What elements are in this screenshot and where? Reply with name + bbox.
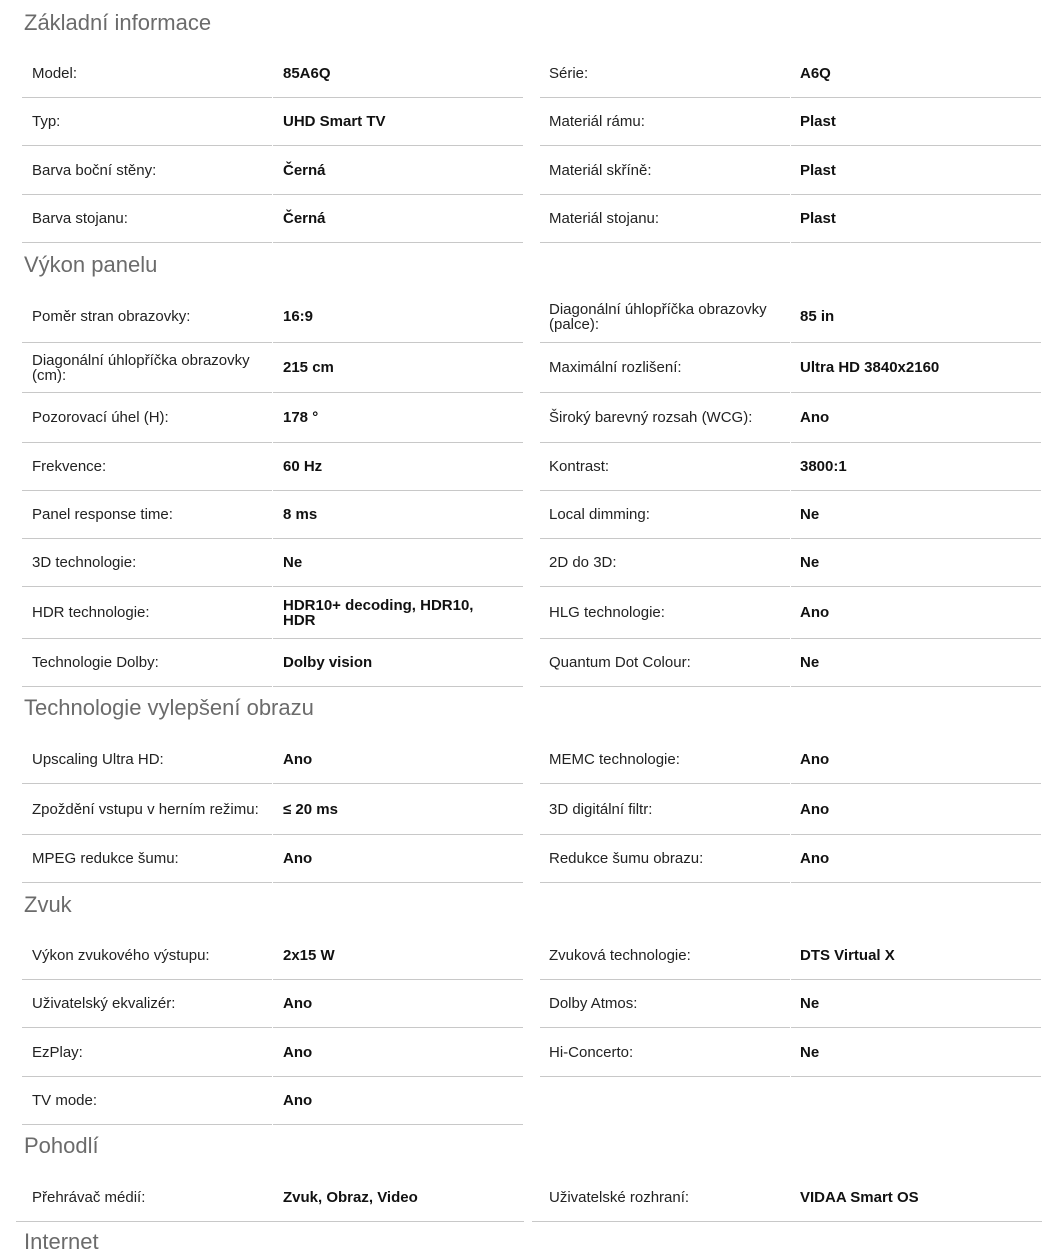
spec-label-text: TV mode: [32,1092,98,1109]
spec-label-text: Barva boční stěny: [32,162,157,179]
spec-value [791,393,1041,443]
spec-label-text: Uživatelský ekvalizér: [32,995,176,1012]
spec-row [0,587,1055,639]
spec-row [0,147,1055,195]
spec-label [540,147,790,195]
spec-row [0,932,1055,980]
spec-label-text: Uživatelské rozhraní: [549,1189,690,1206]
spec-value-text: Ne [800,1043,820,1061]
spec-value-text: Ano [283,750,313,768]
spec-value-text: Plast [800,162,836,179]
spec-value [273,980,523,1028]
spec-row [0,639,1055,687]
spec-row [0,393,1055,443]
spec-value-text: UHD Smart TV [283,113,386,130]
spec-value [791,835,1041,883]
spec-value [791,491,1041,539]
spec-label [22,835,272,883]
spec-value [273,1028,523,1077]
spec-value [791,291,1041,343]
spec-value [791,980,1041,1028]
spec-value-text: A6Q [800,65,831,82]
spec-label [22,539,272,587]
spec-label-text: MEMC technologie: [549,750,680,768]
spec-value [273,539,523,587]
spec-row [0,835,1055,883]
spec-value [273,147,523,195]
spec-value-text: Zvuk, Obraz, Video [283,1189,418,1206]
spec-label [540,50,790,98]
spec-value [273,291,523,343]
spec-value [791,343,1041,393]
spec-label-text: Materiál rámu: [549,113,645,130]
spec-row [0,491,1055,539]
spec-label-text: Technologie Dolby: [32,654,159,671]
spec-label [540,1173,790,1222]
spec-value-text: Ne [800,995,820,1012]
spec-value [273,1173,523,1222]
spec-label-text: Dolby Atmos: [549,995,638,1012]
spec-label-text: Quantum Dot Colour: [549,654,691,671]
spec-label [540,1077,790,1125]
spec-value [273,195,523,243]
spec-label [22,1077,272,1125]
spec-value [273,835,523,883]
spec-value-text: 3800:1 [800,457,847,475]
spec-value-text: 215 cm [283,359,334,376]
spec-value-text: 60 Hz [283,457,323,475]
spec-value-text: Černá [283,162,326,179]
spec-label [540,784,790,835]
spec-label [540,835,790,883]
spec-row [0,980,1055,1028]
spec-value [791,539,1041,587]
spec-value-text: DTS Virtual X [800,947,895,964]
spec-row [0,195,1055,243]
spec-label-text: HDR technologie: [32,604,150,621]
spec-value-text: Ano [283,995,313,1012]
spec-value-text: HDR10+ decoding, HDR10, HDR [283,596,474,629]
spec-value-text: Ano [283,850,313,867]
spec-label [22,491,272,539]
spec-label-text: Diagonální úhlopříčka obrazovky (palce): [549,300,767,333]
spec-value [273,50,523,98]
spec-row [0,1028,1055,1077]
spec-label [22,50,272,98]
spec-value [273,735,523,784]
spec-label [540,1028,790,1077]
spec-row [0,1077,1055,1125]
spec-label-text: 3D technologie: [32,554,137,571]
spec-label [540,539,790,587]
spec-label-text: 2D do 3D: [549,554,617,571]
spec-value [273,98,523,146]
spec-label [22,1173,272,1222]
spec-label-text: Redukce šumu obrazu: [549,850,704,867]
spec-value-text: Ano [800,850,830,867]
section-title-technologie-vylepseni-obrazu: Technologie vylepšení obrazu [24,695,314,720]
spec-value-text: 85A6Q [283,65,331,82]
spec-label [540,491,790,539]
spec-row [0,291,1055,343]
spec-label-text: Pozorovací úhel (H): [32,409,169,426]
spec-value-text: Ne [283,554,303,571]
spec-value [273,1077,523,1125]
spec-value [791,50,1041,98]
spec-label-text: Výkon zvukového výstupu: [32,947,210,964]
spec-value-text: Ano [800,800,830,818]
spec-value-text: Ano [800,750,830,768]
spec-value [791,195,1041,243]
spec-value-text: Ano [800,604,830,621]
spec-label-text: HLG technologie: [549,604,665,621]
spec-value [791,587,1041,639]
spec-label [540,587,790,639]
spec-value [791,639,1041,687]
spec-row [0,343,1055,393]
row-divider [532,1221,1042,1222]
spec-label [540,639,790,687]
spec-value-text: Ultra HD 3840x2160 [800,359,940,376]
spec-label [22,98,272,146]
spec-row [0,1173,1055,1222]
spec-label-text: Přehrávač médií: [32,1189,146,1206]
spec-label-text: Typ: [32,113,61,130]
spec-label [540,291,790,343]
spec-value [273,343,523,393]
spec-label [540,393,790,443]
spec-label-text: Materiál stojanu: [549,210,660,227]
spec-label [22,980,272,1028]
spec-value-text: Ano [283,1043,313,1061]
spec-label-text: Zpoždění vstupu v herním režimu: [32,800,259,818]
spec-label-text: EzPlay: [32,1043,83,1061]
spec-value [791,784,1041,835]
spec-label [22,1028,272,1077]
spec-label [540,98,790,146]
section-title-internet: Internet [24,1229,99,1254]
spec-label-text: Poměr stran obrazovky: [32,308,191,325]
spec-value-text: Černá [283,210,326,227]
spec-value-text: ≤ 20 ms [283,800,338,818]
spec-label-text: Panel response time: [32,506,173,523]
spec-label [540,735,790,784]
spec-label-text: MPEG redukce šumu: [32,850,179,867]
spec-value-text: VIDAA Smart OS [800,1189,919,1206]
spec-value [791,1028,1041,1077]
spec-label-text: Série: [549,65,589,82]
spec-value-text: Dolby vision [283,654,373,671]
spec-label-text: Materiál skříně: [549,162,652,179]
section-title-vykon-panelu: Výkon panelu [24,252,158,277]
spec-value [273,784,523,835]
spec-label-text: Široký barevný rozsah (WCG): [549,409,753,426]
spec-label [22,587,272,639]
spec-label-text: 3D digitální filtr: [549,800,653,818]
spec-value [791,735,1041,784]
spec-label-text: Maximální rozlišení: [549,359,682,376]
spec-row [0,735,1055,784]
spec-value-text: Plast [800,113,836,130]
section-title-zvuk: Zvuk [24,892,72,917]
spec-label [22,343,272,393]
spec-label-text: Barva stojanu: [32,210,128,227]
spec-value [273,442,523,491]
spec-label-text: Hi-Concerto: [549,1043,634,1061]
spec-label [22,784,272,835]
spec-row [0,98,1055,146]
spec-row [0,50,1055,98]
spec-label [22,195,272,243]
spec-label-text: Diagonální úhlopříčka obrazovky (cm): [32,351,250,384]
spec-label-text: Local dimming: [549,506,650,523]
spec-value-text: Ne [800,554,820,571]
spec-value [791,98,1041,146]
spec-value [791,1173,1041,1222]
spec-value [791,442,1041,491]
spec-value [273,639,523,687]
spec-row [0,442,1055,491]
spec-value-text: 2x15 W [283,947,335,964]
spec-label-text: Frekvence: [32,457,107,475]
spec-value-text: 178 ° [283,409,319,426]
spec-label-text: Model: [32,65,78,82]
spec-label [22,735,272,784]
spec-label [22,932,272,980]
spec-label-text: Zvuková technologie: [549,947,691,964]
spec-value [791,147,1041,195]
spec-value [791,932,1041,980]
spec-value-text: Ne [800,506,820,523]
spec-value [273,932,523,980]
spec-label [22,147,272,195]
spec-value-text: 85 in [800,308,835,325]
spec-row [0,539,1055,587]
spec-value [273,393,523,443]
row-divider [16,1221,524,1222]
section-title-pohodli: Pohodlí [24,1133,99,1158]
spec-label [22,393,272,443]
spec-value-text: Plast [800,210,836,227]
spec-value [273,491,523,539]
spec-label [540,980,790,1028]
spec-label [22,291,272,343]
spec-value-text: Ano [283,1092,313,1109]
spec-value [791,1077,1041,1125]
spec-row [0,784,1055,835]
spec-label-text: Kontrast: [549,457,610,475]
spec-label-text: Upscaling Ultra HD: [32,750,164,768]
spec-label [540,932,790,980]
spec-value-text: 16:9 [283,308,314,325]
spec-value-text: Ano [800,409,830,426]
spec-value-text: 8 ms [283,506,318,523]
spec-label [540,442,790,491]
spec-label [22,639,272,687]
spec-label [540,195,790,243]
spec-label [540,343,790,393]
spec-value-text: Ne [800,654,820,671]
spec-label [22,442,272,491]
spec-value [273,587,523,639]
section-title-zakladni-informace: Základní informace [24,10,212,35]
